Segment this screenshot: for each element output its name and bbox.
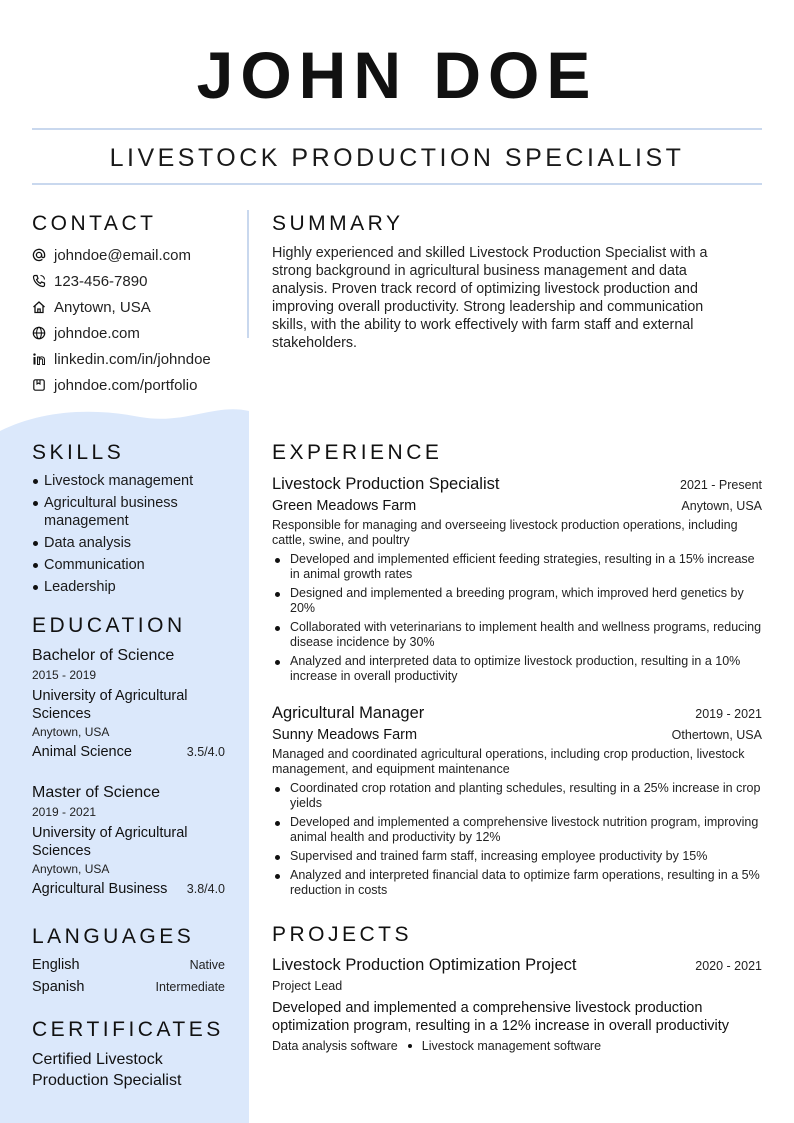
experience-entry (272, 474, 762, 688)
contact-list (32, 242, 211, 398)
contact-linkedin-text: linkedin.com/in/johndoe (54, 350, 211, 368)
education-gpa: 3.8/4.0 (186, 882, 225, 896)
tag-separator (408, 1044, 412, 1048)
education-entry (32, 646, 225, 761)
project-tag: Data analysis software (272, 1039, 398, 1053)
job-bullet: Coordinated crop rotation and planting schedules, resulting in a 25% increase in crop yields (272, 781, 762, 811)
contact-portfolio[interactable] (32, 372, 211, 398)
language-name: English (32, 957, 80, 973)
education-degree: Master of Science (32, 784, 161, 801)
at-icon (32, 248, 46, 262)
education-location: Anytown, USA (32, 725, 110, 739)
header-top-divider (32, 128, 762, 130)
job-bullets (272, 552, 762, 684)
job-bullets (272, 781, 762, 898)
job-role-title: Livestock Production Specialist (272, 475, 500, 493)
project-title: Livestock Production Optimization Project (272, 956, 577, 974)
contact-website[interactable] (32, 320, 211, 346)
job-role-title: Agricultural Manager (272, 704, 425, 722)
contact-email-text: johndoe@email.com (54, 246, 191, 264)
education-university: University of Agricultural Sciences (32, 825, 188, 859)
job-bullet: Collaborated with veterinarians to implement health and wellness programs, reducing disease incidence by 30% (272, 620, 762, 650)
language-row (32, 979, 225, 995)
experience-entry (272, 703, 762, 902)
skill-item: Agricultural business management (32, 494, 232, 530)
job-location: Othertown, USA (671, 728, 762, 742)
project-role: Project Lead (272, 979, 343, 993)
portfolio-icon (32, 378, 46, 392)
job-description: Managed and coordinated agricultural operations, including crop production, livestock management, and equipment maintenance (272, 747, 745, 776)
skill-item: Leadership (32, 578, 232, 596)
contact-heading: CONTACT (32, 212, 157, 235)
job-title: LIVESTOCK PRODUCTION SPECIALIST (109, 144, 685, 172)
projects-heading: PROJECTS (272, 923, 413, 946)
header-bottom-divider (32, 183, 762, 185)
candidate-name: JOHN DOE (196, 38, 598, 112)
job-bullet: Supervised and trained farm staff, increasing employee productivity by 15% (272, 849, 762, 864)
language-row (32, 957, 225, 973)
language-level: Intermediate (155, 980, 225, 994)
education-gpa: 3.5/4.0 (186, 745, 225, 759)
job-company: Sunny Meadows Farm (272, 727, 418, 743)
project-entry (272, 955, 762, 1053)
skill-item: Data analysis (32, 534, 232, 552)
phone-icon (32, 274, 46, 288)
job-dates: 2019 - 2021 (695, 707, 762, 721)
job-bullet: Analyzed and interpreted financial data to optimize farm operations, resulting in a 5% reduction in costs (272, 868, 762, 898)
experience-heading: EXPERIENCE (272, 441, 443, 464)
contact-location-text: Anytown, USA (54, 298, 151, 316)
contact-location (32, 294, 211, 320)
project-tags (272, 1039, 762, 1053)
education-heading: EDUCATION (32, 614, 186, 637)
job-description: Responsible for managing and overseeing livestock production operations, including cattle, swine, and poultry (272, 518, 738, 547)
certificates-heading: CERTIFICATES (32, 1018, 224, 1041)
education-field: Agricultural Business (32, 881, 168, 897)
education-field: Animal Science (32, 744, 132, 760)
contact-portfolio-text: johndoe.com/portfolio (54, 376, 198, 394)
education-years: 2019 - 2021 (32, 805, 97, 819)
language-level: Native (189, 958, 225, 972)
education-degree: Bachelor of Science (32, 647, 175, 664)
contact-phone-text: 123-456-7890 (54, 272, 148, 290)
job-dates: 2021 - Present (680, 478, 762, 492)
skill-item: Communication (32, 556, 232, 574)
column-divider (247, 210, 249, 338)
job-bullet: Analyzed and interpreted data to optimize livestock production, resulting in a 10% increase in overall productivity (272, 654, 762, 684)
linkedin-icon (32, 352, 46, 366)
languages-heading: LANGUAGES (32, 925, 195, 948)
project-description: Developed and implemented a comprehensive livestock production optimization program, resulting in a 12% increase in overall productivity (272, 1000, 729, 1034)
project-tag: Livestock management software (421, 1039, 602, 1053)
home-icon (32, 300, 46, 314)
summary-heading: SUMMARY (272, 212, 404, 235)
skill-item: Livestock management (32, 472, 232, 490)
summary-text: Highly experienced and skilled Livestock Production Specialist with a strong background in agricultural business management and data analysis. Proven track record of optimizing livestock production and improving overall productivity. Strong leadership and communication skills, with the ability to work effectively with farm staff and external stakeholders. (272, 245, 708, 351)
education-university: University of Agricultural Sciences (32, 688, 188, 722)
certificate-item: Certified Livestock Production Specialist (32, 1051, 182, 1089)
globe-icon (32, 326, 46, 340)
contact-website-text: johndoe.com (54, 324, 140, 342)
project-dates: 2020 - 2021 (695, 959, 762, 973)
education-entry (32, 783, 225, 898)
skills-heading: SKILLS (32, 441, 125, 464)
contact-phone[interactable] (32, 268, 211, 294)
job-bullet: Designed and implemented a breeding program, which improved herd genetics by 20% (272, 586, 762, 616)
job-company: Green Meadows Farm (272, 498, 417, 514)
job-location: Anytown, USA (681, 499, 762, 513)
contact-linkedin[interactable] (32, 346, 211, 372)
education-years: 2015 - 2019 (32, 668, 97, 682)
language-name: Spanish (32, 979, 85, 995)
job-bullet: Developed and implemented efficient feeding strategies, resulting in a 15% increase in animal growth rates (272, 552, 762, 582)
job-bullet: Developed and implemented a comprehensive livestock nutrition program, improving animal health and productivity by 12% (272, 815, 762, 845)
education-location: Anytown, USA (32, 862, 110, 876)
skills-list (32, 472, 232, 600)
contact-email[interactable] (32, 242, 211, 268)
